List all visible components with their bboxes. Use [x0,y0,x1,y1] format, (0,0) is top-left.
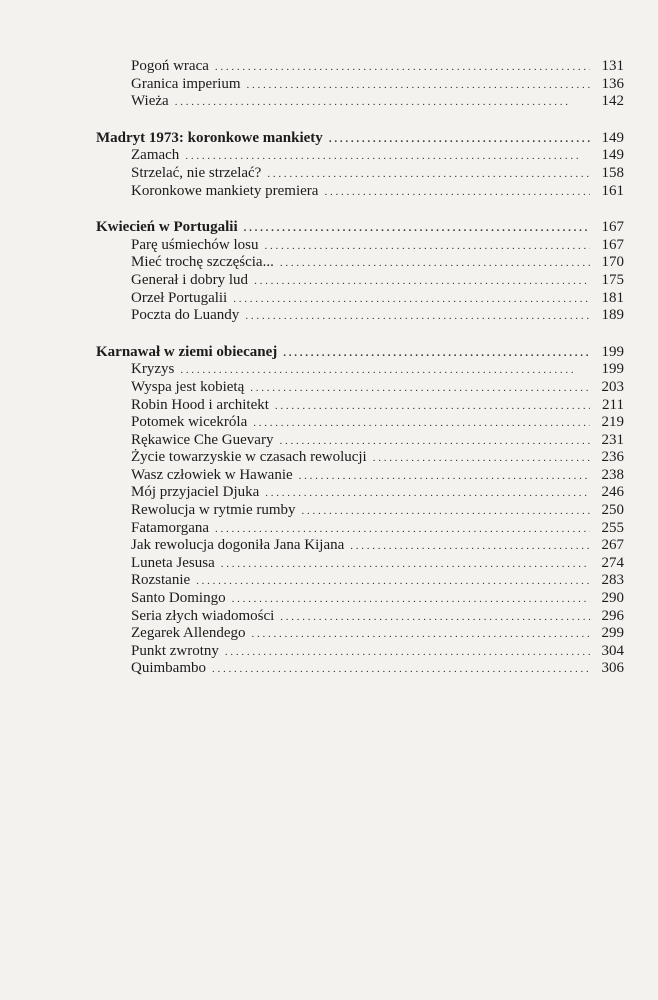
toc-entry [131,449,624,468]
toc-entry [131,165,624,184]
entry-title: Orzeł Portugalii [131,289,228,306]
dot-leader [324,184,590,202]
entry-title: Parę uśmiechów losu [131,236,259,253]
dot-leader [185,148,590,166]
page-number: 142 [601,93,624,110]
toc-entry [131,625,624,644]
toc-entry-row [0,165,658,183]
dot-leader [329,131,590,149]
dot-leader [280,255,590,273]
toc-chapter-row [0,219,658,237]
dot-leader [350,538,590,556]
toc-entry [131,467,624,486]
entry-title: Kryzys [131,361,175,378]
toc-entry-row [0,660,658,678]
entry-title: Punkt zwrotny [131,642,219,659]
toc-entry-row [0,643,658,661]
entry-title: Luneta Jesusa [131,554,215,571]
toc-entry [131,432,624,451]
page-number: 158 [601,164,624,181]
entry-title: Wieża [131,93,169,110]
toc-chapter-row [0,344,658,362]
section-gap [0,111,658,130]
toc-entry-row [0,537,658,555]
entry-title: Zamach [131,147,180,164]
page-number: 255 [601,519,624,536]
entry-title: Jak rewolucja dogoniła Jana Kijana [131,537,345,554]
page-number: 167 [601,219,624,236]
toc-entry [131,307,624,326]
toc-entry [131,237,624,256]
toc-entry [131,555,624,574]
toc-entry [131,590,624,609]
toc-entry [96,130,624,149]
toc-entry-row [0,502,658,520]
toc-entry-row [0,272,658,290]
toc-entry-row [0,290,658,308]
page-number: 250 [601,502,624,519]
toc-entry-row [0,414,658,432]
entry-title: Quimbambo [131,660,206,677]
toc-entry-row [0,449,658,467]
toc-entry-row [0,254,658,272]
page-number: 304 [601,642,624,659]
entry-title: Poczta do Luandy [131,307,240,324]
page-number: 181 [601,289,624,306]
entry-title: Mój przyjaciel Djuka [131,484,260,501]
dot-leader [180,362,590,380]
page-number: 175 [601,271,624,288]
entry-title: Wasz człowiek w Hawanie [131,466,293,483]
toc-entry [131,643,624,662]
dot-leader [254,273,590,291]
toc-entry-row [0,484,658,502]
dot-leader [232,591,590,609]
toc-entry-row [0,237,658,255]
entry-title: Granica imperium [131,75,241,92]
entry-title: Rozstanie [131,572,191,589]
toc-entry [96,219,624,238]
dot-leader [175,94,590,112]
toc-entry [131,58,624,77]
toc-entry-row [0,520,658,538]
toc-entry [131,290,624,309]
toc-entry-row [0,379,658,397]
chapter-title: Karnawał w ziemi obiecanej [96,343,278,360]
toc-entry [131,379,624,398]
dot-leader [267,166,590,184]
entry-title: Zegarek Allendego [131,625,246,642]
page-number: 131 [601,58,624,74]
toc-entry-row [0,608,658,626]
toc-entry-row [0,76,658,94]
toc-entry-row [0,590,658,608]
entry-title: Santo Domingo [131,590,226,607]
entry-title: Pogoń wraca [131,58,209,74]
dot-leader [253,415,590,433]
page-number: 306 [601,660,624,677]
entry-title: Robin Hood i architekt [131,396,269,413]
entry-title: Rewolucja w rytmie rumby [131,502,296,519]
toc-entry-row [0,397,658,415]
entry-title: Generał i dobry lud [131,271,249,288]
dot-leader [275,398,590,416]
toc-entry-row [0,572,658,590]
toc-entry-row [0,625,658,643]
dot-leader [250,380,590,398]
page-number: 149 [601,147,624,164]
dot-leader [196,573,590,591]
toc-entry-row [0,58,658,76]
toc-entry-row [0,432,658,450]
page-number: 267 [601,537,624,554]
dot-leader [247,77,590,95]
toc-entry-row [0,555,658,573]
toc-entry-row [0,361,658,379]
page-number: 211 [602,396,624,413]
section-gap [0,200,658,219]
dot-leader [252,626,590,644]
dot-leader [215,521,590,539]
toc-entry [131,660,624,679]
chapter-title: Madryt 1973: koronkowe mankiety [96,129,323,146]
toc-entry [131,414,624,433]
page-number: 246 [601,484,624,501]
page-number: 290 [601,590,624,607]
chapter-title: Kwiecień w Portugalii [96,219,238,236]
toc-entry [131,537,624,556]
dot-leader [221,556,590,574]
section-gap [0,325,658,344]
page-number: 189 [601,307,624,324]
toc-chapter-row [0,130,658,148]
page-number: 203 [601,378,624,395]
page-number: 231 [601,431,624,448]
dot-leader [212,661,590,679]
page-number: 167 [601,236,624,253]
dot-leader [280,609,590,627]
entry-title: Wyspa jest kobietą [131,378,245,395]
dot-leader [279,433,590,451]
toc-entry-row [0,183,658,201]
toc-entry [131,147,624,166]
page-number: 199 [601,361,624,378]
dot-leader [215,59,590,77]
page-number: 199 [601,343,624,360]
entry-title: Mieć trochę szczęścia... [131,254,274,271]
toc-entry [131,76,624,95]
toc-entry [131,572,624,591]
dot-leader [245,308,590,326]
page-number: 238 [601,466,624,483]
dot-leader [373,450,590,468]
page-number: 170 [601,254,624,271]
entry-title: Fatamorgana [131,519,210,536]
toc-entry [131,502,624,521]
toc-entry-row [0,307,658,325]
toc-entry [131,254,624,273]
page-number: 136 [601,75,624,92]
page-number: 149 [601,129,624,146]
toc-entry [131,272,624,291]
dot-leader [302,503,590,521]
page-number: 299 [601,625,624,642]
toc-entry [131,183,624,202]
dot-leader [299,468,590,486]
page-number: 219 [601,414,624,431]
toc-entry-row [0,93,658,111]
entry-title: Seria złych wiadomości [131,607,275,624]
table-of-contents [0,58,658,678]
toc-entry [131,361,624,380]
toc-entry [131,520,624,539]
page-number: 296 [601,607,624,624]
dot-leader [225,644,590,662]
entry-title: Potomek wicekróla [131,414,248,431]
entry-title: Rękawice Che Guevary [131,431,274,448]
toc-entry-row [0,147,658,165]
toc-entry-row [0,467,658,485]
toc-entry [131,484,624,503]
dot-leader [264,238,590,256]
entry-title: Koronkowe mankiety premiera [131,182,319,199]
page-number: 236 [601,449,624,466]
dot-leader [233,291,590,309]
toc-entry [131,93,624,112]
toc-entry [96,344,624,363]
dot-leader [244,220,590,238]
page-number: 161 [601,182,624,199]
dot-leader [265,485,590,503]
toc-entry [131,608,624,627]
entry-title: Strzelać, nie strzelać? [131,164,262,181]
dot-leader [283,345,590,363]
page-number: 283 [601,572,624,589]
toc-entry [131,397,624,416]
entry-title: Życie towarzyskie w czasach rewolucji [131,449,367,466]
page-number: 274 [601,554,624,571]
